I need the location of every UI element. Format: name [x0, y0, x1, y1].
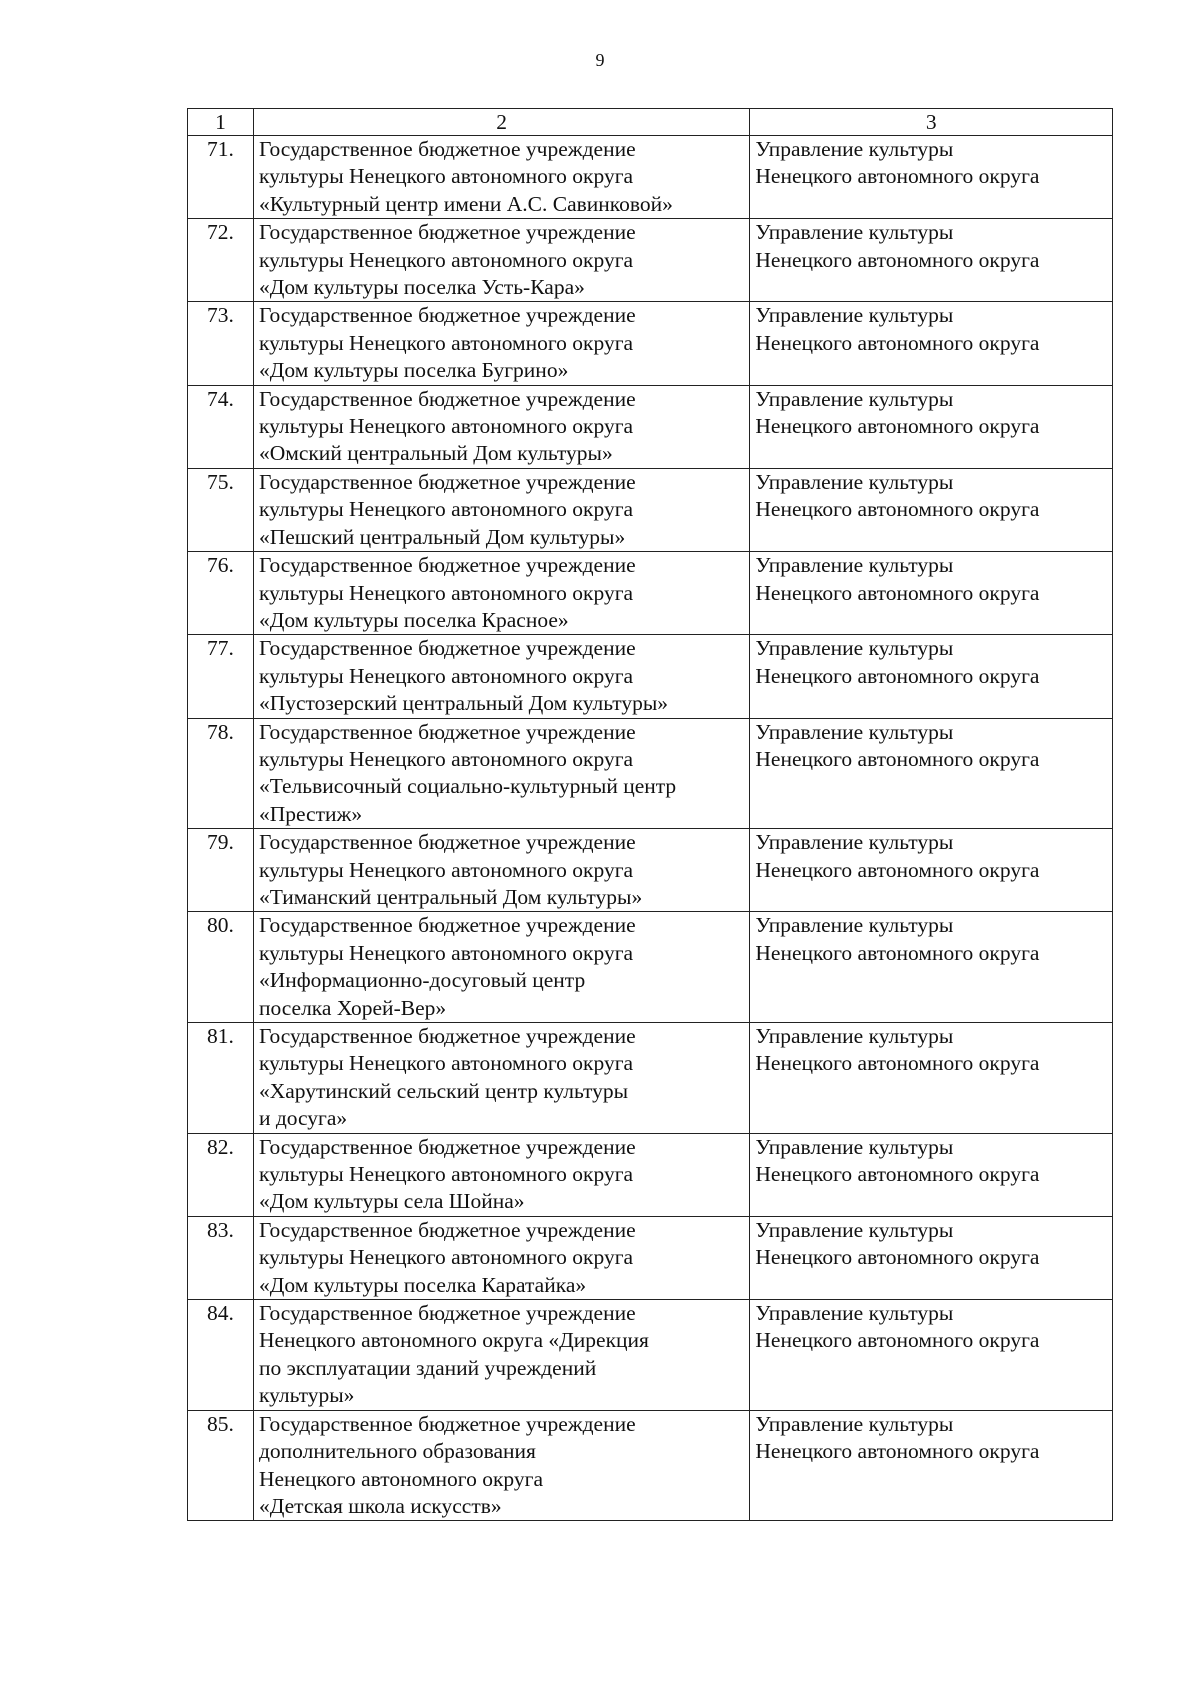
institution-name: Государственное бюджетное учреждение культуры Ненецкого автономного округа «Дом культуры села Шойна»	[253, 1133, 749, 1216]
table-row	[188, 552, 1113, 635]
founding-authority: Управление культуры Ненецкого автономного округа	[750, 136, 1113, 219]
table-row	[188, 1300, 1113, 1411]
table-row	[188, 1023, 1113, 1134]
row-number: 81.	[188, 1023, 254, 1134]
institution-name: Государственное бюджетное учреждение культуры Ненецкого автономного округа «Культурный центр имени А.С. Савинковой»	[253, 136, 749, 219]
institution-name: Государственное бюджетное учреждение Ненецкого автономного округа «Дирекция по эксплуатации зданий учреждений культуры»	[253, 1300, 749, 1411]
row-number: 78.	[188, 718, 254, 829]
institution-name: Государственное бюджетное учреждение культуры Ненецкого автономного округа «Пустозерский центральный Дом культуры»	[253, 635, 749, 718]
table-row	[188, 635, 1113, 718]
founding-authority: Управление культуры Ненецкого автономного округа	[750, 1133, 1113, 1216]
table-row	[188, 1133, 1113, 1216]
institution-name: Государственное бюджетное учреждение культуры Ненецкого автономного округа «Дом культуры поселка Бугрино»	[253, 302, 749, 385]
institution-name: Государственное бюджетное учреждение культуры Ненецкого автономного округа «Информационно-досуговый центр поселка Хорей-Вер»	[253, 912, 749, 1023]
table-header-row	[188, 109, 1113, 136]
row-number: 72.	[188, 219, 254, 302]
founding-authority: Управление культуры Ненецкого автономного округа	[750, 829, 1113, 912]
table-row	[188, 302, 1113, 385]
row-number: 74.	[188, 385, 254, 468]
row-number: 79.	[188, 829, 254, 912]
page-number: 9	[595, 50, 605, 70]
table-row	[188, 912, 1113, 1023]
row-number: 85.	[188, 1410, 254, 1521]
header-col-2: 2	[253, 109, 749, 136]
institution-name: Государственное бюджетное учреждение культуры Ненецкого автономного округа «Дом культуры поселка Каратайка»	[253, 1216, 749, 1299]
founding-authority: Управление культуры Ненецкого автономного округа	[750, 552, 1113, 635]
institution-name: Государственное бюджетное учреждение культуры Ненецкого автономного округа «Омский центральный Дом культуры»	[253, 385, 749, 468]
table-row	[188, 1410, 1113, 1521]
institution-name: Государственное бюджетное учреждение культуры Ненецкого автономного округа «Тиманский центральный Дом культуры»	[253, 829, 749, 912]
founding-authority: Управление культуры Ненецкого автономного округа	[750, 912, 1113, 1023]
table-row	[188, 219, 1113, 302]
founding-authority: Управление культуры Ненецкого автономного округа	[750, 1410, 1113, 1521]
table-row	[188, 385, 1113, 468]
founding-authority: Управление культуры Ненецкого автономного округа	[750, 635, 1113, 718]
row-number: 75.	[188, 468, 254, 551]
founding-authority: Управление культуры Ненецкого автономного округа	[750, 1300, 1113, 1411]
founding-authority: Управление культуры Ненецкого автономного округа	[750, 219, 1113, 302]
header-col-1: 1	[188, 109, 254, 136]
row-number: 83.	[188, 1216, 254, 1299]
institution-name: Государственное бюджетное учреждение культуры Ненецкого автономного округа «Пешский центральный Дом культуры»	[253, 468, 749, 551]
row-number: 71.	[188, 136, 254, 219]
row-number: 82.	[188, 1133, 254, 1216]
row-number: 76.	[188, 552, 254, 635]
institution-name: Государственное бюджетное учреждение дополнительного образования Ненецкого автономного округа «Детская школа искусств»	[253, 1410, 749, 1521]
founding-authority: Управление культуры Ненецкого автономного округа	[750, 1216, 1113, 1299]
institution-name: Государственное бюджетное учреждение культуры Ненецкого автономного округа «Дом культуры поселка Усть-Кара»	[253, 219, 749, 302]
row-number: 80.	[188, 912, 254, 1023]
table-row	[188, 718, 1113, 829]
header-col-3: 3	[750, 109, 1113, 136]
table-row	[188, 468, 1113, 551]
founding-authority: Управление культуры Ненецкого автономного округа	[750, 302, 1113, 385]
row-number: 77.	[188, 635, 254, 718]
row-number: 84.	[188, 1300, 254, 1411]
founding-authority: Управление культуры Ненецкого автономного округа	[750, 468, 1113, 551]
table-row	[188, 829, 1113, 912]
institution-name: Государственное бюджетное учреждение культуры Ненецкого автономного округа «Харутинский сельский центр культуры и досуга»	[253, 1023, 749, 1134]
table-row	[188, 136, 1113, 219]
institution-name: Государственное бюджетное учреждение культуры Ненецкого автономного округа «Тельвисочный социально-культурный центр «Престиж»	[253, 718, 749, 829]
institution-name: Государственное бюджетное учреждение культуры Ненецкого автономного округа «Дом культуры поселка Красное»	[253, 552, 749, 635]
institutions-table	[187, 108, 1113, 1521]
founding-authority: Управление культуры Ненецкого автономного округа	[750, 1023, 1113, 1134]
founding-authority: Управление культуры Ненецкого автономного округа	[750, 718, 1113, 829]
row-number: 73.	[188, 302, 254, 385]
founding-authority: Управление культуры Ненецкого автономного округа	[750, 385, 1113, 468]
table-row	[188, 1216, 1113, 1299]
